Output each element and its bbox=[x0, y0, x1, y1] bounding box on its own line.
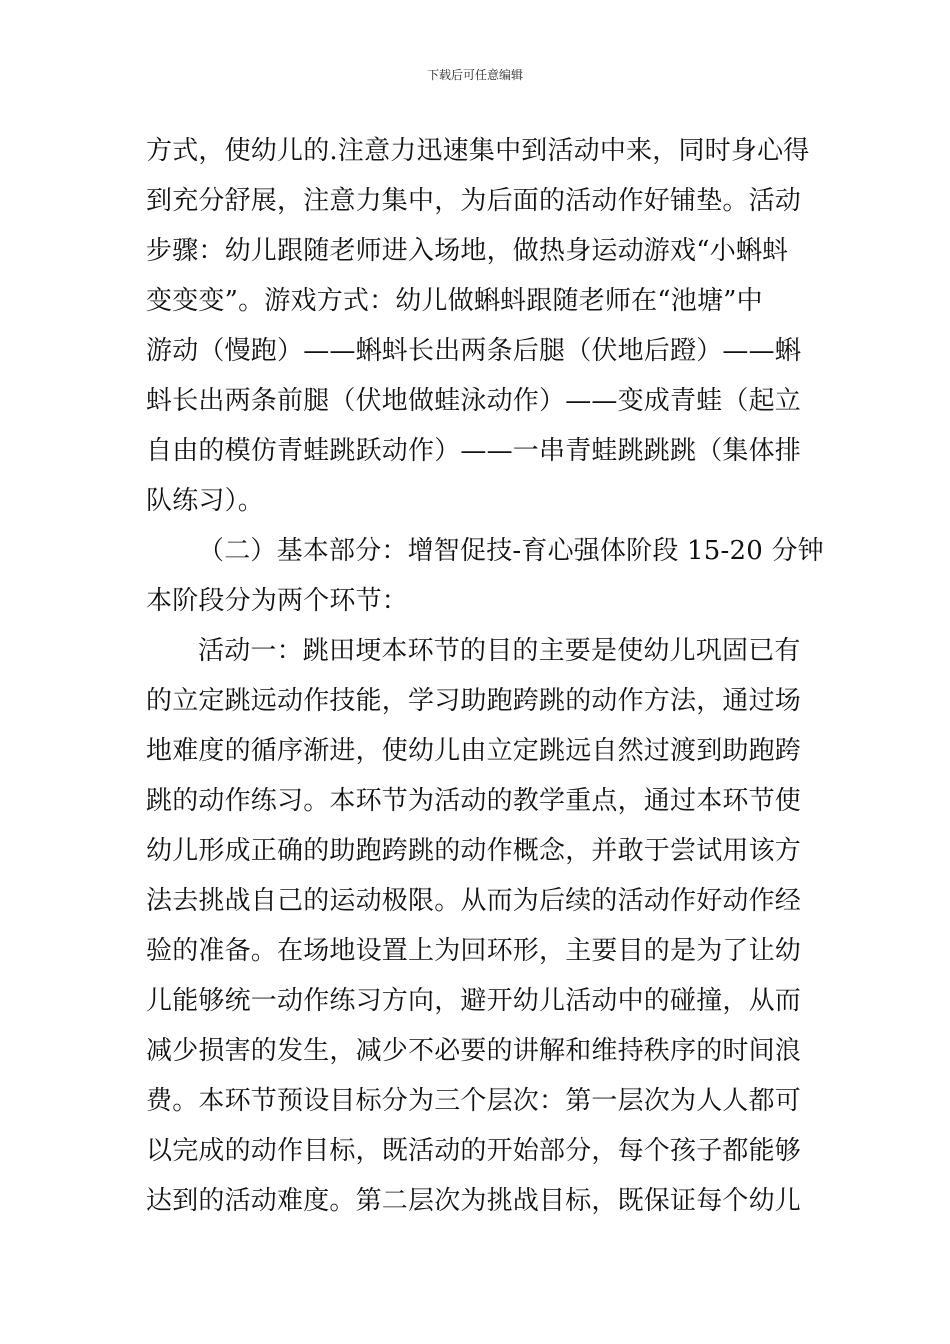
text-line: 儿能够统一动作练习方向，避开幼儿活动中的碰撞，从而 bbox=[146, 986, 802, 1016]
text-line: 跳的动作练习。本环节为活动的教学重点，通过本环节使 bbox=[146, 786, 802, 816]
text-line: 方式，使幼儿的.注意力迅速集中到活动中来，同时身心得 bbox=[146, 136, 810, 166]
text-line: 游动（慢跑）——蝌蚪长出两条后腿（伏地后蹬）——蝌 bbox=[146, 336, 802, 366]
text-line: 自由的模仿青蛙跳跃动作）——一串青蛙跳跳跳（集体排 bbox=[146, 436, 802, 466]
text-line: 的立定跳远动作技能，学习助跑跨跳的动作方法，通过场 bbox=[146, 686, 802, 716]
page-header: 下载后可任意编辑 bbox=[426, 68, 523, 82]
text-line: 地难度的循序渐进，使幼儿由立定跳远自然过渡到助跑跨 bbox=[146, 736, 802, 766]
text-line: 到充分舒展，注意力集中，为后面的活动作好铺垫。活动 bbox=[146, 186, 802, 216]
text-line: 步骤：幼儿跟随老师进入场地，做热身运动游戏“小蝌蚪 bbox=[146, 236, 789, 266]
text-line: 幼儿形成正确的助跑跨跳的动作概念，并敢于尝试用该方 bbox=[146, 836, 802, 866]
text-line: 减少损害的发生，减少不必要的讲解和维持秩序的时间浪 bbox=[146, 1036, 802, 1066]
text-line: 蚪长出两条前腿（伏地做蛙泳动作）——变成青蛙（起立 bbox=[146, 386, 802, 416]
text-line: 达到的活动难度。第二层次为挑战目标，既保证每个幼儿 bbox=[146, 1186, 802, 1216]
text-line: 变变变”。游戏方式：幼儿做蝌蚪跟随老师在“池塘”中 bbox=[146, 286, 763, 316]
paragraph-start: 活动一：跳田埂本环节的目的主要是使幼儿巩固已有 bbox=[198, 636, 801, 666]
text-line: 法去挑战自己的运动极限。从而为后续的活动作好动作经 bbox=[146, 886, 802, 916]
section-heading: （二）基本部分：增智促技-育心强体阶段 15-20 分钟 bbox=[198, 536, 824, 566]
text-line: 费。本环节预设目标分为三个层次：第一层次为人人都可 bbox=[146, 1086, 802, 1116]
text-line: 队练习）。 bbox=[146, 486, 265, 516]
text-line: 以完成的动作目标，既活动的开始部分，每个孩子都能够 bbox=[146, 1136, 802, 1166]
text-line: 本阶段分为两个环节： bbox=[146, 586, 409, 616]
text-line: 验的准备。在场地设置上为回环形，主要目的是为了让幼 bbox=[146, 936, 802, 966]
